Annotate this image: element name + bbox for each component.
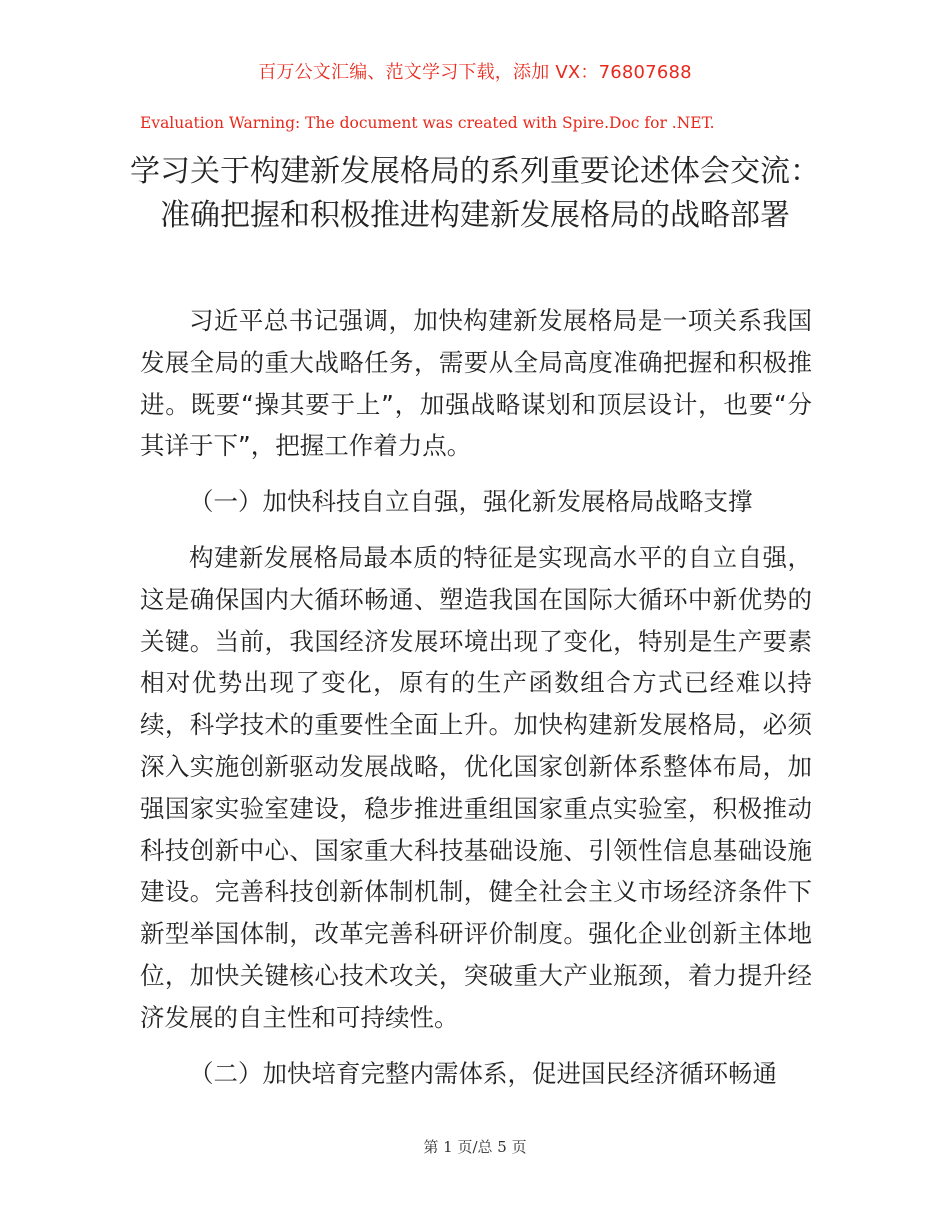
section-heading-1: （一）加快科技自立自强，强化新发展格局战略支撑 (189, 487, 753, 517)
document-body (140, 300, 812, 1108)
paragraph-section-1: 构建新发展格局最本质的特征是实现高水平的自立自强，这是确保国内大循环畅通、塑造我国在国际大循环中新优势的关键。当前，我国经济发展环境出现了变化，特别是生产要素相对优势出现了变化，原有的生产函数组合方式已经难以持续，科学技术的重要性全面上升。加快构建新发展格局，必须深入实施创新驱动发展战略，优化国家创新体系整体布局，加强国家实验室建设，稳步推进重组国家重点实验室，积极推动科技创新中心、国家重大科技基础设施、引领性信息基础设施建设。完善科技创新体制机制，健全社会主义市场经济条件下新型举国体制，改革完善科研评价制度。强化企业创新主体地位，加快关键核心技术攻关，突破重大产业瓶颈，着力提升经济发展的自主性和可持续性。 (140, 542, 812, 1032)
promo-banner: 百万公文汇编、范文学习下载，添加 VX：76807688 (258, 62, 692, 83)
section-heading-2: （二）加快培育完整内需体系，促进国民经济循环畅通 (189, 1058, 777, 1088)
paragraph-intro: 习近平总书记强调，加快构建新发展格局是一项关系我国发展全局的重大战略任务，需要从全局高度准确把握和积极推进。既要“操其要于上”，加强战略谋划和顶层设计，也要“分其详于下”，把握工作着力点。 (140, 306, 812, 461)
document-title: 学习关于构建新发展格局的系列重要论述体会交流：准确把握和积极推进构建新发展格局的战略部署 (130, 154, 820, 233)
page-indicator: 第 1 页/总 5 页 (423, 1138, 527, 1156)
evaluation-warning: Evaluation Warning: The document was created with Spire.Doc for .NET. (140, 114, 715, 132)
